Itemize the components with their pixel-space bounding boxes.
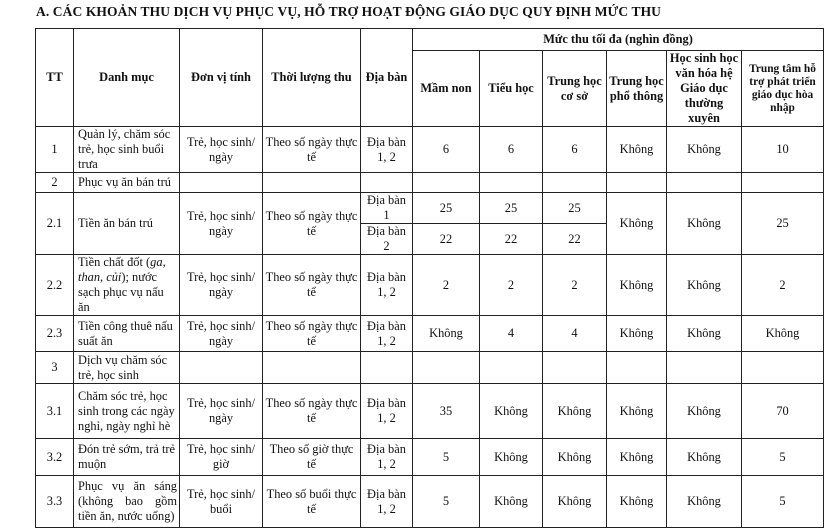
header-row — [36, 29, 824, 51]
cell-dia-ban: Địa bàn 1, 2 — [361, 255, 413, 316]
cell-tt: 1 — [36, 127, 74, 173]
cell-mam-non: 6 — [413, 127, 480, 173]
cell-thpt: Không — [607, 384, 667, 439]
cell-thpt: Không — [607, 193, 667, 255]
cell-mam-non: 35 — [413, 384, 480, 439]
table-row — [36, 173, 824, 193]
cell-gdtx: Không — [667, 316, 742, 352]
cell-danh-muc: Chăm sóc trẻ, học sinh trong các ngày nghỉ, ngày nghỉ hè — [74, 384, 180, 439]
cell-empty — [413, 352, 480, 384]
cell-empty — [480, 352, 543, 384]
cell-mam-non: 2 — [413, 255, 480, 316]
cell-tieu-hoc: 2 — [480, 255, 543, 316]
cell-thcs-1: 25 — [543, 193, 607, 224]
cell-danh-muc: Phục vụ ăn bán trú — [74, 173, 180, 193]
cell-empty — [543, 352, 607, 384]
cell-empty — [361, 173, 413, 193]
cell-tieu-hoc: 4 — [480, 316, 543, 352]
table-row — [36, 439, 824, 476]
cell-empty — [263, 352, 361, 384]
cell-thcs: 6 — [543, 127, 607, 173]
cell-danh-muc: Đón trẻ sớm, trả trẻ muộn — [74, 439, 180, 476]
col-header-dia-ban: Địa bàn — [361, 29, 413, 127]
col-header-tieu-hoc: Tiểu học — [480, 51, 543, 127]
cell-thcs: Không — [543, 384, 607, 439]
cell-gdtx: Không — [667, 476, 742, 528]
cell-don-vi: Trẻ, học sinh/ ngày — [180, 384, 263, 439]
table-row — [36, 316, 824, 352]
cell-tieu-hoc: Không — [480, 439, 543, 476]
cell-danh-muc: Dịch vụ chăm sóc trẻ, học sinh — [74, 352, 180, 384]
cell-thpt: Không — [607, 476, 667, 528]
cell-tt: 3 — [36, 352, 74, 384]
cell-dia-ban: Địa bàn 1, 2 — [361, 439, 413, 476]
cell-danh-muc — [74, 255, 180, 316]
cell-empty — [263, 173, 361, 193]
cell-empty — [480, 173, 543, 193]
cell-hoa-nhap: 5 — [742, 476, 824, 528]
cell-mam-non: Không — [413, 316, 480, 352]
cell-danh-muc: Tiền công thuê nấu suất ăn — [74, 316, 180, 352]
cell-tieu-hoc: Không — [480, 384, 543, 439]
cell-don-vi: Trẻ, học sinh/ ngày — [180, 316, 263, 352]
cell-hoa-nhap: Không — [742, 316, 824, 352]
cell-thoi-luong: Theo số giờ thực tế — [263, 439, 361, 476]
cell-tt: 2 — [36, 173, 74, 193]
cell-tt: 3.2 — [36, 439, 74, 476]
cell-hoa-nhap: 2 — [742, 255, 824, 316]
cell-gdtx: Không — [667, 255, 742, 316]
table-row — [36, 193, 824, 224]
cell-tt: 3.1 — [36, 384, 74, 439]
cell-empty — [543, 173, 607, 193]
table-row — [36, 255, 824, 316]
cell-empty — [361, 352, 413, 384]
cell-don-vi: Trẻ, học sinh/ buổi — [180, 476, 263, 528]
cell-thpt: Không — [607, 316, 667, 352]
cell-hoa-nhap: 10 — [742, 127, 824, 173]
cell-don-vi: Trẻ, học sinh/ ngày — [180, 193, 263, 255]
cell-mam-non-1: 25 — [413, 193, 480, 224]
fee-table — [35, 28, 824, 528]
cell-empty — [742, 352, 824, 384]
cell-hoa-nhap: 70 — [742, 384, 824, 439]
cell-thpt: Không — [607, 439, 667, 476]
cell-dia-ban: Địa bàn 1, 2 — [361, 476, 413, 528]
col-header-danh-muc: Danh mục — [74, 29, 180, 127]
cell-don-vi: Trẻ, học sinh/ ngày — [180, 255, 263, 316]
cell-dia-ban: Địa bàn 1, 2 — [361, 384, 413, 439]
table-row — [36, 384, 824, 439]
cell-gdtx: Không — [667, 439, 742, 476]
col-header-thoi-luong-thu: Thời lượng thu — [263, 29, 361, 127]
cell-thoi-luong: Theo số ngày thực tế — [263, 255, 361, 316]
cell-thcs: 2 — [543, 255, 607, 316]
danh-muc-text-b: ); nước sạch phục vụ nấu ăn — [78, 270, 164, 314]
col-header-don-vi-tinh: Đơn vị tính — [180, 29, 263, 127]
cell-tt: 2.3 — [36, 316, 74, 352]
col-header-muc-thu: Mức thu tối đa (nghìn đồng) — [413, 29, 824, 51]
cell-tieu-hoc: Không — [480, 476, 543, 528]
cell-empty — [180, 352, 263, 384]
cell-dia-ban: Địa bàn 1, 2 — [361, 316, 413, 352]
cell-thcs-2: 22 — [543, 224, 607, 255]
cell-danh-muc: Quản lý, chăm sóc trẻ, học sinh buổi trưa — [74, 127, 180, 173]
cell-thoi-luong: Theo số ngày thực tế — [263, 384, 361, 439]
col-header-thpt: Trung học phổ thông — [607, 51, 667, 127]
danh-muc-text-a: Tiền chất đốt ( — [78, 255, 151, 269]
cell-thcs: 4 — [543, 316, 607, 352]
col-header-hoa-nhap: Trung tâm hỗ trợ phát triển giáo dục hòa nhập — [742, 51, 824, 127]
cell-don-vi: Trẻ, học sinh/ ngày — [180, 127, 263, 173]
col-header-mam-non: Mầm non — [413, 51, 480, 127]
cell-danh-muc: Tiền ăn bán trú — [74, 193, 180, 255]
col-header-tt: TT — [36, 29, 74, 127]
cell-tt: 3.3 — [36, 476, 74, 528]
cell-gdtx: Không — [667, 127, 742, 173]
col-header-gdtx: Học sinh học văn hóa hệ Giáo dục thường xuyên — [667, 51, 742, 127]
cell-dia-ban-1: Địa bàn 1 — [361, 193, 413, 224]
cell-dia-ban-2: Địa bàn 2 — [361, 224, 413, 255]
cell-tieu-hoc: 6 — [480, 127, 543, 173]
cell-tt: 2.2 — [36, 255, 74, 316]
cell-hoa-nhap: 5 — [742, 439, 824, 476]
cell-mam-non: 5 — [413, 439, 480, 476]
table-row — [36, 476, 824, 528]
cell-thcs: Không — [543, 476, 607, 528]
cell-thpt: Không — [607, 127, 667, 173]
cell-thoi-luong: Theo số ngày thực tế — [263, 127, 361, 173]
cell-empty — [667, 352, 742, 384]
cell-empty — [413, 173, 480, 193]
cell-empty — [667, 173, 742, 193]
cell-empty — [607, 173, 667, 193]
table-row — [36, 127, 824, 173]
cell-thpt: Không — [607, 255, 667, 316]
cell-thoi-luong: Theo số buổi thực tế — [263, 476, 361, 528]
table-row — [36, 352, 824, 384]
cell-thcs: Không — [543, 439, 607, 476]
cell-tieu-hoc-1: 25 — [480, 193, 543, 224]
cell-hoa-nhap: 25 — [742, 193, 824, 255]
cell-tt: 2.1 — [36, 193, 74, 255]
col-header-thcs: Trung học cơ sở — [543, 51, 607, 127]
cell-gdtx: Không — [667, 384, 742, 439]
danh-muc-text-italic: ga, than, củi — [78, 255, 166, 284]
cell-mam-non: 5 — [413, 476, 480, 528]
cell-tieu-hoc-2: 22 — [480, 224, 543, 255]
cell-thoi-luong: Theo số ngày thực tế — [263, 316, 361, 352]
cell-don-vi: Trẻ, học sinh/ giờ — [180, 439, 263, 476]
cell-dia-ban: Địa bàn 1, 2 — [361, 127, 413, 173]
cell-gdtx: Không — [667, 193, 742, 255]
cell-danh-muc: Phục vụ ăn sáng (không bao gồm tiền ăn, nước uống) — [74, 476, 180, 528]
cell-empty — [180, 173, 263, 193]
cell-empty — [607, 352, 667, 384]
section-heading: A. CÁC KHOẢN THU DỊCH VỤ PHỤC VỤ, HỖ TRỢ HOẠT ĐỘNG GIÁO DỤC QUY ĐỊNH MỨC THU — [36, 4, 662, 19]
cell-empty — [742, 173, 824, 193]
cell-mam-non-2: 22 — [413, 224, 480, 255]
cell-thoi-luong: Theo số ngày thực tế — [263, 193, 361, 255]
